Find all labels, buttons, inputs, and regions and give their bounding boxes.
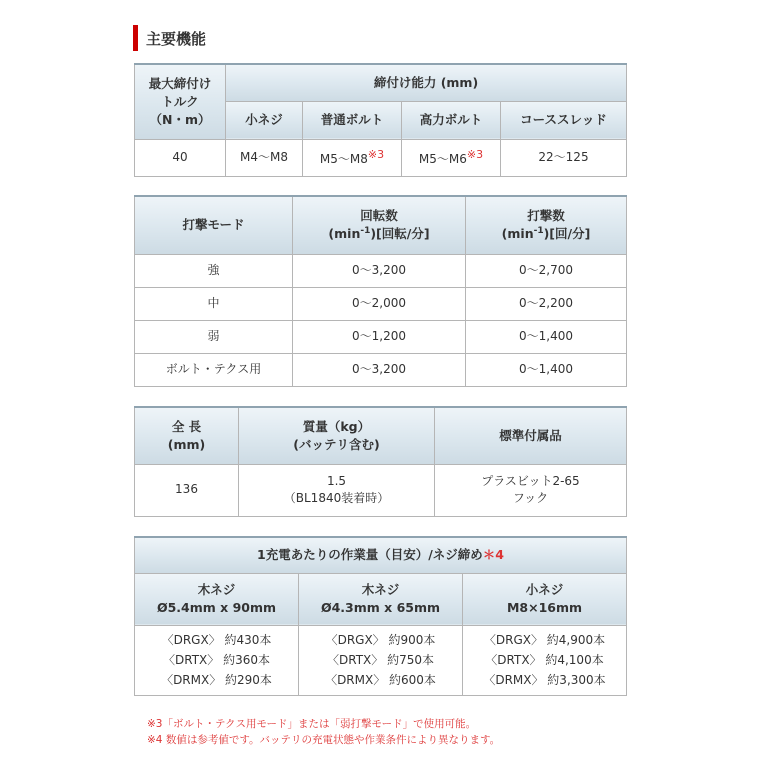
work-per-charge-table bbox=[134, 536, 627, 696]
accessories-header: 標準付属品 bbox=[435, 407, 627, 464]
ipm-cell: 0～1,400 bbox=[466, 353, 627, 386]
accessories-line2: フック bbox=[512, 491, 549, 505]
length-header-line2: (mm) bbox=[167, 436, 206, 452]
table-row bbox=[135, 353, 627, 386]
small-screw-value: M4～M8 bbox=[226, 139, 303, 176]
work-row: 〈DRMX〉 約290本 bbox=[161, 673, 272, 687]
mode-cell: ボルト・テクス用 bbox=[135, 353, 293, 386]
high-bolt-value: M5～M6 bbox=[418, 151, 467, 166]
normal-bolt-ref: ※3 bbox=[367, 147, 385, 161]
ipm-cell: 0～1,400 bbox=[466, 320, 627, 353]
normal-bolt-cell bbox=[303, 139, 402, 176]
ipm-header-line1: 打撃数 bbox=[527, 208, 565, 224]
rpm-cell: 0～1,200 bbox=[293, 320, 466, 353]
mode-cell: 弱 bbox=[135, 320, 293, 353]
section-heading bbox=[133, 24, 206, 52]
mode-cell: 強 bbox=[135, 254, 293, 287]
work-row: 〈DRMX〉 約600本 bbox=[325, 673, 436, 687]
col-high-bolt: 高力ボルト bbox=[402, 101, 501, 139]
capacity-header: 締付け能力 (mm) bbox=[226, 64, 627, 101]
footnote-3: ※3「ボルト・テクス用モード」または「弱打撃モード」で使用可能。 bbox=[147, 718, 477, 730]
work-col-header bbox=[299, 573, 463, 625]
page-title: 主要機能 bbox=[146, 29, 207, 48]
accessories-line1: プラスビット2-65 bbox=[481, 473, 580, 488]
torque-value: 40 bbox=[135, 139, 226, 176]
rpm-cell: 0～3,200 bbox=[293, 254, 466, 287]
work-values bbox=[463, 625, 627, 695]
work-row: 〈DRTX〉 約360本 bbox=[163, 653, 270, 667]
max-torque-header-line3: （N・m） bbox=[149, 111, 211, 127]
work-col-line1: 木ネジ bbox=[197, 581, 236, 597]
work-row: 〈DRGX〉 約900本 bbox=[325, 633, 436, 647]
table-row bbox=[135, 320, 627, 353]
length-header-line1: 全 長 bbox=[171, 418, 202, 434]
rpm-unit-sup: -1 bbox=[360, 226, 371, 237]
work-values bbox=[299, 625, 463, 695]
work-col-line1: 小ネジ bbox=[525, 581, 564, 597]
accessories-value bbox=[435, 464, 627, 516]
rpm-cell: 0～3,200 bbox=[293, 353, 466, 386]
work-row: 〈DRGX〉 約4,900本 bbox=[483, 633, 606, 647]
high-bolt-ref: ※3 bbox=[466, 147, 484, 161]
mass-header-line2: (バッテリ含む) bbox=[293, 436, 380, 452]
ipm-header bbox=[466, 196, 627, 254]
work-row: 〈DRMX〉 約3,300本 bbox=[483, 673, 606, 687]
mass-value-line1: 1.5 bbox=[326, 473, 347, 488]
rpm-header-line1: 回転数 bbox=[360, 208, 398, 224]
table-row bbox=[135, 254, 627, 287]
high-bolt-cell bbox=[402, 139, 501, 176]
length-header bbox=[135, 407, 239, 464]
work-col-line2: Ø5.4mm x 90mm bbox=[156, 600, 277, 615]
ipm-unit-a: (min bbox=[501, 226, 534, 242]
work-col-header bbox=[135, 573, 299, 625]
normal-bolt-value: M5～M8 bbox=[319, 151, 368, 166]
max-torque-header bbox=[135, 64, 226, 139]
work-values bbox=[135, 625, 299, 695]
rpm-unit-a: (min bbox=[328, 226, 361, 242]
ipm-unit-sup: -1 bbox=[533, 226, 544, 237]
mass-header bbox=[239, 407, 435, 464]
work-title-text: 1充電あたりの作業量（目安）/ネジ締め bbox=[257, 547, 483, 563]
work-title bbox=[135, 537, 627, 573]
col-normal-bolt: 普通ボルト bbox=[303, 101, 402, 139]
col-small-screw: 小ネジ bbox=[226, 101, 303, 139]
ipm-cell: 0～2,700 bbox=[466, 254, 627, 287]
mass-value bbox=[239, 464, 435, 516]
rpm-cell: 0～2,000 bbox=[293, 287, 466, 320]
footnotes bbox=[147, 716, 500, 748]
work-col-line2: Ø4.3mm x 65mm bbox=[320, 600, 441, 615]
work-title-ref: ＊4 bbox=[482, 547, 504, 563]
dimensions-table bbox=[134, 406, 627, 517]
work-col-header bbox=[463, 573, 627, 625]
torque-capacity-table bbox=[134, 63, 627, 177]
rpm-unit-b: )[回転/分] bbox=[370, 226, 430, 242]
work-row: 〈DRTX〉 約4,100本 bbox=[485, 653, 604, 667]
work-col-line2: M8×16mm bbox=[506, 600, 583, 615]
col-coarse-thread: コーススレッド bbox=[501, 101, 627, 139]
mass-header-line1: 質量（kg） bbox=[302, 418, 371, 434]
work-row: 〈DRTX〉 約750本 bbox=[327, 653, 434, 667]
ipm-unit-b: )[回/分] bbox=[543, 226, 591, 242]
work-row: 〈DRGX〉 約430本 bbox=[161, 633, 272, 647]
ipm-cell: 0～2,200 bbox=[466, 287, 627, 320]
max-torque-header-line1: 最大締付け bbox=[148, 75, 212, 91]
ipm-header-line2 bbox=[468, 225, 624, 243]
coarse-thread-value: 22～125 bbox=[501, 139, 627, 176]
footnote-4: ※4 数値は参考値です。バッテリの充電状態や作業条件により異なります。 bbox=[147, 734, 501, 746]
mass-value-line2: （BL1840装着時） bbox=[283, 491, 390, 505]
mode-cell: 中 bbox=[135, 287, 293, 320]
length-value: 136 bbox=[135, 464, 239, 516]
heading-accent-bar bbox=[133, 25, 138, 51]
table-row bbox=[135, 287, 627, 320]
work-col-line1: 木ネジ bbox=[361, 581, 400, 597]
max-torque-header-line2: トルク bbox=[161, 93, 199, 109]
impact-mode-table bbox=[134, 195, 627, 387]
rpm-header bbox=[293, 196, 466, 254]
mode-header: 打撃モード bbox=[135, 196, 293, 254]
rpm-header-line2 bbox=[295, 225, 463, 243]
